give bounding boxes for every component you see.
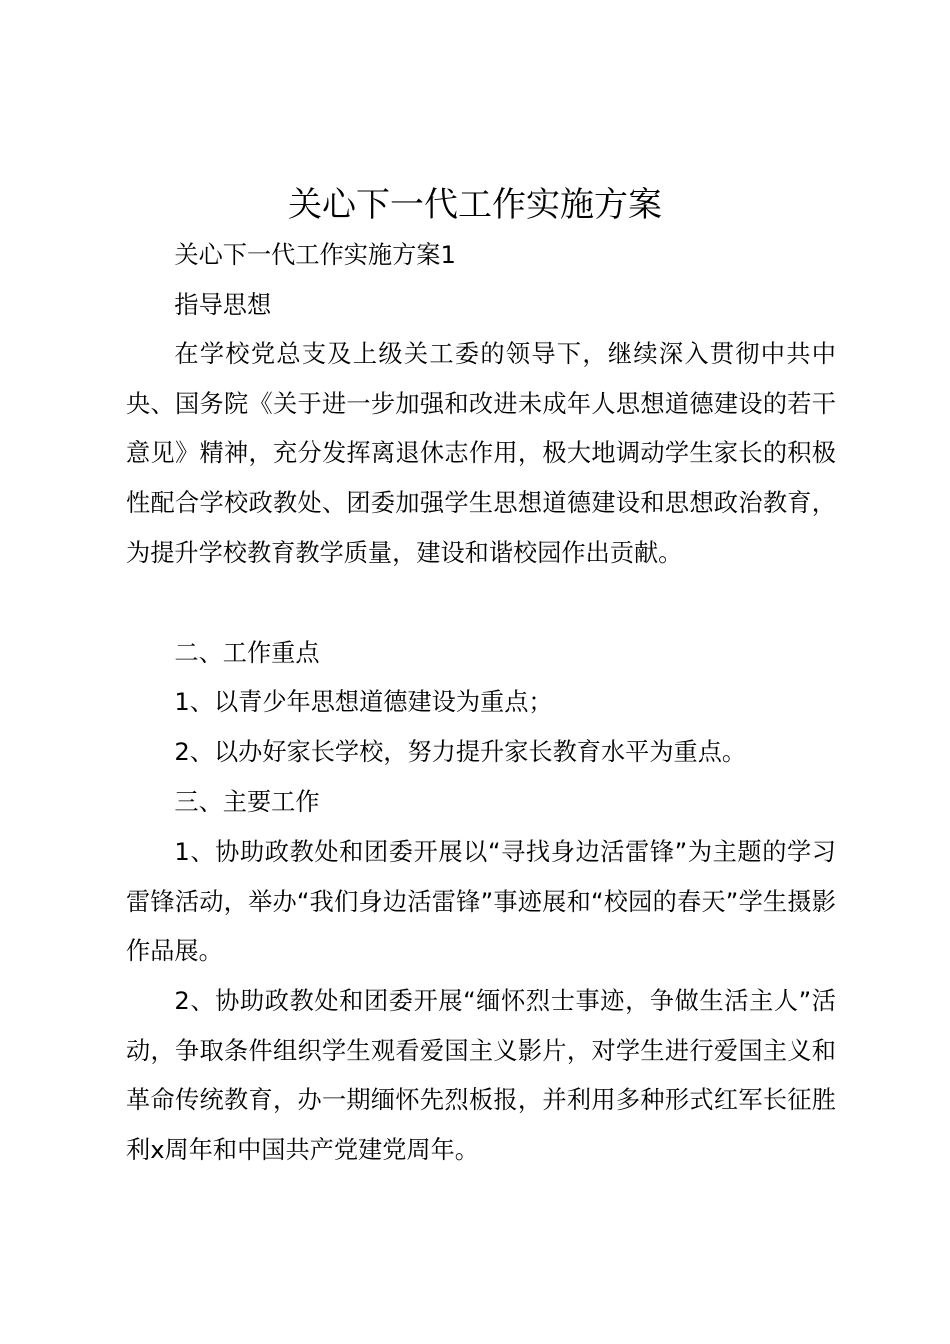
document-title: 关心下一代工作实施方案: [288, 185, 662, 225]
work-focus-item-2: 2、以办好家长学校，努力提升家长教育水平为重点。: [174, 738, 747, 766]
section-heading-main-work: 三、主要工作: [174, 788, 320, 816]
guiding-ideology-paragraph: 在学校党总支及上级关工委的领导下，继续深入贯彻中共中央、国务院《关于进一步加强和改进未成年人思想道德建设的若干意见》精神，充分发挥离退休志作用，极大地调动学生家长的积极性配合学校政教处、团委加强学生思想道德建设和思想政治教育，为提升学校教育教学质量，建设和谐校园作出贡献。: [126, 340, 836, 567]
main-work-item-2: 2、协助政教处和团委开展“缅怀烈士事迹，争做生活主人”活动，争取条件组织学生观看爱国主义影片，对学生进行爱国主义和革命传统教育，办一期缅怀先烈板报，并利用多种形式红军长征胜利x周年和中国共产党建党周年。: [126, 987, 836, 1165]
section-heading-work-focus: 二、工作重点: [174, 639, 320, 667]
main-work-item-1: 1、协助政教处和团委开展以“寻找身边活雷锋”为主题的学习雷锋活动，举办“我们身边活雷锋”事迹展和“校园的春天”学生摄影作品展。: [126, 838, 836, 966]
section-heading-guiding-ideology: 指导思想: [174, 291, 272, 319]
work-focus-item-1: 1、以青少年思想道德建设为重点；: [174, 688, 553, 716]
subtitle-paragraph: 关心下一代工作实施方案1: [174, 241, 456, 269]
